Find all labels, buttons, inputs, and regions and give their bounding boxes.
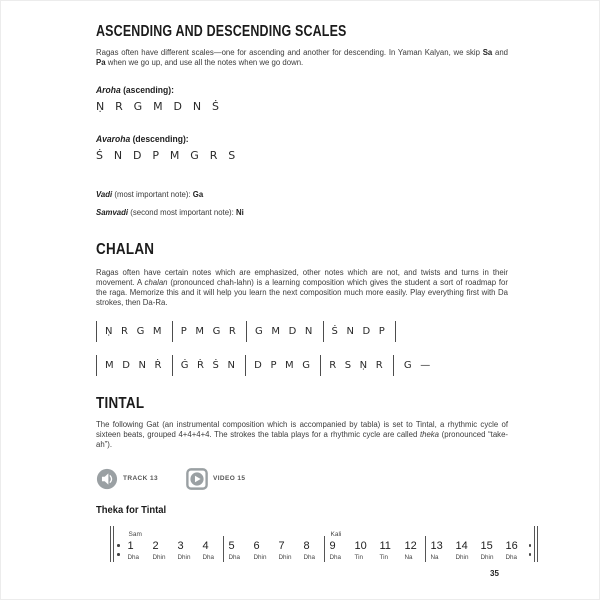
term-theka: theka xyxy=(419,430,440,439)
note-name-sa: Sa xyxy=(482,48,493,57)
chalan-intro-paragraph: Ragas often have certain notes which are emphasized, other notes which are not, and twists and turns in their movement. A chalan (pronounced chah-lahn) is a learning composition which gives the student a sort of roadmap for the raga. Memorize this and it will help you learn the next composition much more easily. Play everything first with Da strokes, then Da-Ra. xyxy=(96,268,508,307)
scales-intro-paragraph: Ragas often have different scales—one for ascending and another for descending. In Yaman Kalyan, we skip Sa and Pa when we go up, and use all the notes when we go down. xyxy=(96,48,508,67)
theka-group-3 xyxy=(325,530,425,562)
beat: 6 Dhin xyxy=(253,540,267,561)
beat: 12 Na xyxy=(404,540,417,561)
aroha-term: Aroha xyxy=(96,85,121,96)
page-content xyxy=(96,23,518,562)
theka-heading: Theka for Tintal xyxy=(96,504,167,516)
beat: 8 Dha xyxy=(303,540,316,561)
chalan-cell: P M G R xyxy=(180,325,239,337)
samvadi-value: Ni xyxy=(235,208,244,217)
beat: 10 Tin xyxy=(354,540,367,561)
chalan-cell: M D N Ṙ xyxy=(105,359,164,371)
beat: 4 Dha xyxy=(202,540,215,561)
repeat-dots xyxy=(114,538,123,562)
chalan-line-2 xyxy=(96,352,508,378)
avaroha-label: Avaroha (descending): xyxy=(96,134,189,145)
video-badge-label: VIDEO 15 xyxy=(212,475,246,482)
beat: 3 Dhin xyxy=(177,540,191,561)
sam-label: Sam xyxy=(128,531,142,538)
video-badge[interactable] xyxy=(186,468,245,490)
chalan-cell: Ṇ R G M xyxy=(105,325,164,337)
beat: 16 Dha xyxy=(505,540,518,561)
theka-group-1 xyxy=(123,530,223,562)
beat: 1 Dha xyxy=(127,540,140,561)
intro-text: Ragas often have different scales—one for ascending and another for descending. In Yaman Kalyan, we skip xyxy=(96,48,483,57)
avaroha-notes: Ṡ N D P M G R S xyxy=(96,149,239,162)
vadi-line: Vadi (most important note): Ga xyxy=(96,190,204,199)
aroha-label: Aroha (ascending): xyxy=(96,85,174,96)
beat: 2 Dhin xyxy=(152,540,166,561)
note-name-pa: Pa xyxy=(96,58,106,67)
bar-line xyxy=(395,321,396,342)
track-badge[interactable] xyxy=(96,468,158,490)
theka-notation xyxy=(110,520,518,562)
chalan-cell: D P M G xyxy=(254,359,313,371)
chalan-cell: R S Ṇ R xyxy=(329,359,385,371)
kali-label: Kali xyxy=(330,531,342,538)
double-bar-line xyxy=(534,526,538,562)
section-title-tintal: TINTAL xyxy=(96,395,145,412)
track-badge-label: TRACK 13 xyxy=(123,475,158,482)
samvadi-term: Samvadi xyxy=(96,208,129,217)
beat: 7 Dhin xyxy=(278,540,292,561)
avaroha-term: Avaroha xyxy=(96,134,131,145)
page-number: 35 xyxy=(490,569,499,578)
beat: 5 Dha xyxy=(228,540,241,561)
beat: 13 Na xyxy=(430,540,443,561)
chalan-line-1 xyxy=(96,318,508,344)
video-play-icon xyxy=(186,468,208,490)
chalan-cell: Ṡ N D P xyxy=(331,325,388,337)
chalan-cell: G M D N xyxy=(255,325,315,337)
beat: 11 Tin xyxy=(379,540,391,561)
aroha-notes: Ṇ R G M D N Ṡ xyxy=(96,100,223,113)
speaker-icon xyxy=(96,468,118,490)
samvadi-line: Samvadi (second most important note): Ni xyxy=(96,208,244,217)
chalan-cell-tail: G — xyxy=(403,359,433,371)
media-badges xyxy=(96,467,508,490)
beat: 14 Dhin xyxy=(455,540,469,561)
section-title-scales: ASCENDING AND DESCENDING SCALES xyxy=(96,23,347,40)
vadi-value: Ga xyxy=(192,190,204,199)
theka-group-2 xyxy=(224,530,324,562)
chalan-cell: Ġ Ṙ Ṡ N xyxy=(180,359,238,371)
section-title-chalan: CHALAN xyxy=(96,241,155,258)
vadi-term: Vadi xyxy=(96,190,113,199)
repeat-dots xyxy=(526,538,535,562)
theka-group-4 xyxy=(426,530,526,562)
beat: 15 Dhin xyxy=(480,540,494,561)
beat: 9 Dha xyxy=(329,540,342,561)
term-chalan: chalan xyxy=(144,278,168,287)
tintal-intro-paragraph: The following Gat (an instrumental composition which is accompanied by tabla) is set to Tintal, a rhythmic cycle of sixteen beats, grouped 4+4+4+4. The strokes the tabla plays for a rhythmic cycle are called theka (pronounced “take-ah”). xyxy=(96,420,508,449)
